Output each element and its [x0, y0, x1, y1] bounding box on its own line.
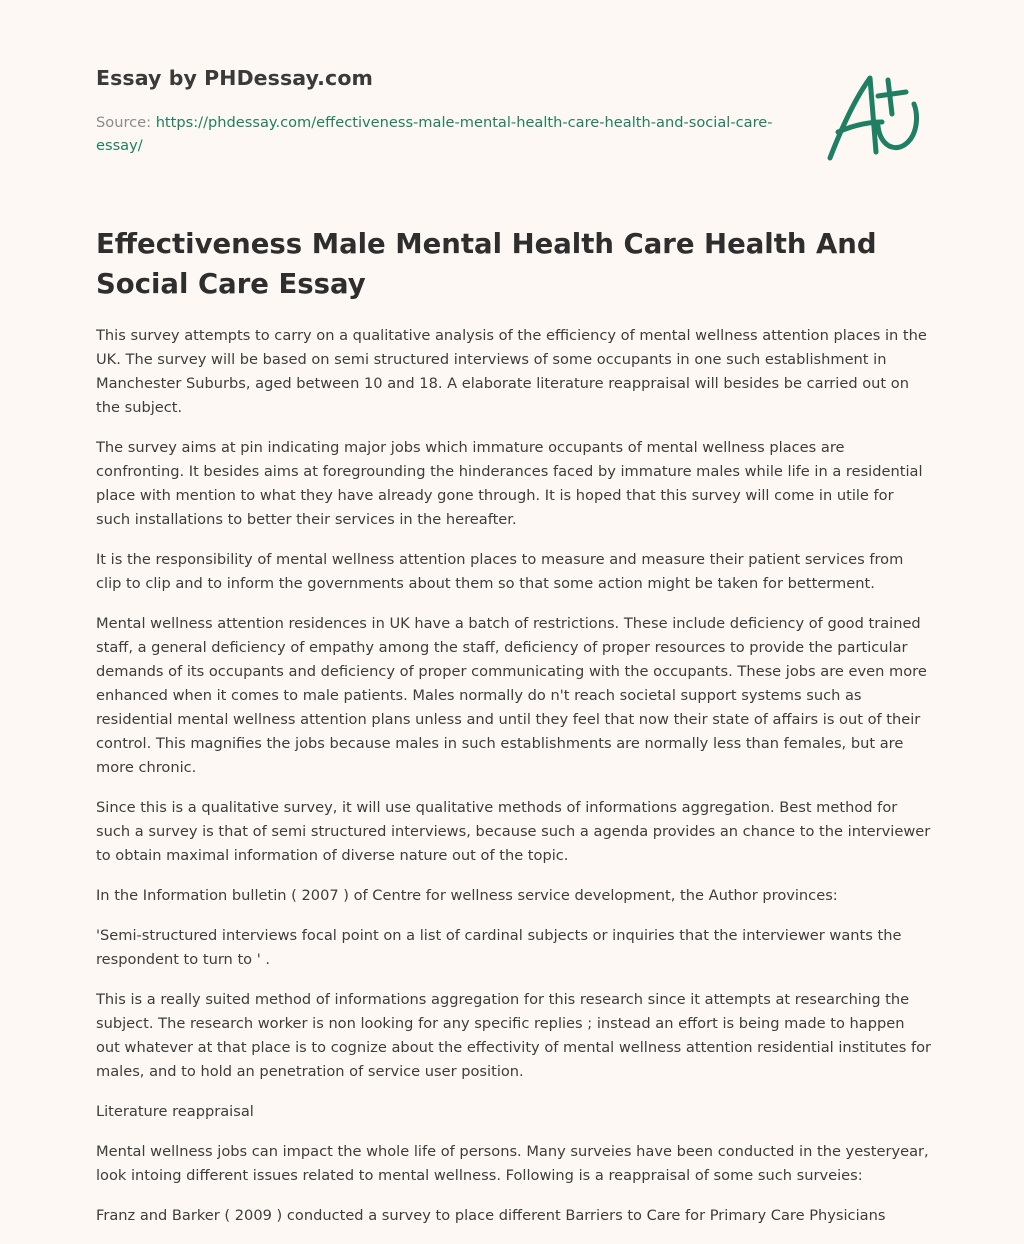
- paragraph: Mental wellness attention residences in UK have a batch of restrictions. These include deficiency of good trained staff, a general deficiency of empathy among the staff, deficiency of proper resources to provide the particular demands of its occupants and deficiency of proper communicating with the occupants. These jobs are even more enhanced when it comes to male patients. Males normally do n't reach societal support systems such as residential mental wellness attention plans unless and until they feel that now their state of affairs is out of their control. This magnifies the jobs because males in such establishments are normally less than females, but are more chronic.: [96, 615, 927, 776]
- source-line: [96, 111, 776, 157]
- a-plus-logo-icon: [826, 70, 926, 162]
- site-title: Essay by PHDessay.com: [96, 66, 373, 90]
- paragraph: This survey attempts to carry on a qualitative analysis of the efficiency of mental wellness attention places in the UK. The survey will be based on semi structured interviews of some occupants in one such establishment in Manchester Suburbs, aged between 10 and 18. A elaborate literature reappraisal will besides be carried out on the subject.: [96, 327, 927, 416]
- essay-body: [96, 324, 932, 1244]
- paragraph: Franz and Barker ( 2009 ) conducted a survey to place different Barriers to Care for Primary Care Physicians: [96, 1207, 886, 1224]
- paragraph: This is a really suited method of informations aggregation for this research since it attempts at researching the subject. The research worker is non looking for any specific replies ; instead an effort is being made to happen out whatever at that place is to cognize about the effectivity of mental wellness attention residential institutes for males, and to hold an penetration of service user position.: [96, 991, 932, 1080]
- paragraph: Since this is a qualitative survey, it will use qualitative methods of informations aggregation. Best method for such a survey is that of semi structured interviews, because such a agenda provides an chance to the interviewer to obtain maximal information of diverse nature out of the topic.: [96, 799, 931, 864]
- section-heading: Literature reappraisal: [96, 1103, 254, 1120]
- essay-title: Effectiveness Male Mental Health Care Health And Social Care Essay: [96, 228, 877, 300]
- paragraph: 'Semi-structured interviews focal point on a list of cardinal subjects or inquiries that the interviewer wants the respondent to turn to ' .: [96, 927, 902, 968]
- source-link[interactable]: https://phdessay.com/effectiveness-male-mental-health-care-health-and-social-care-essay/: [96, 114, 773, 154]
- paragraph: Mental wellness jobs can impact the whole life of persons. Many surveies have been conducted in the yesteryear, look intoing different issues related to mental wellness. Following is a reappraisal of some such surveies:: [96, 1143, 929, 1184]
- paragraph: It is the responsibility of mental wellness attention places to measure and measure their patient services from clip to clip and to inform the governments about them so that some action might be taken for betterment.: [96, 551, 904, 592]
- paragraph: In the Information bulletin ( 2007 ) of Centre for wellness service development, the Author provinces:: [96, 887, 838, 904]
- paragraph: The survey aims at pin indicating major jobs which immature occupants of mental wellness places are confronting. It besides aims at foregrounding the hinderances faced by immature males while life in a residential place with mention to what they have already gone through. It is hoped that this survey will come in utile for such installations to better their services in the hereafter.: [96, 439, 923, 528]
- source-label: Source:: [96, 114, 152, 131]
